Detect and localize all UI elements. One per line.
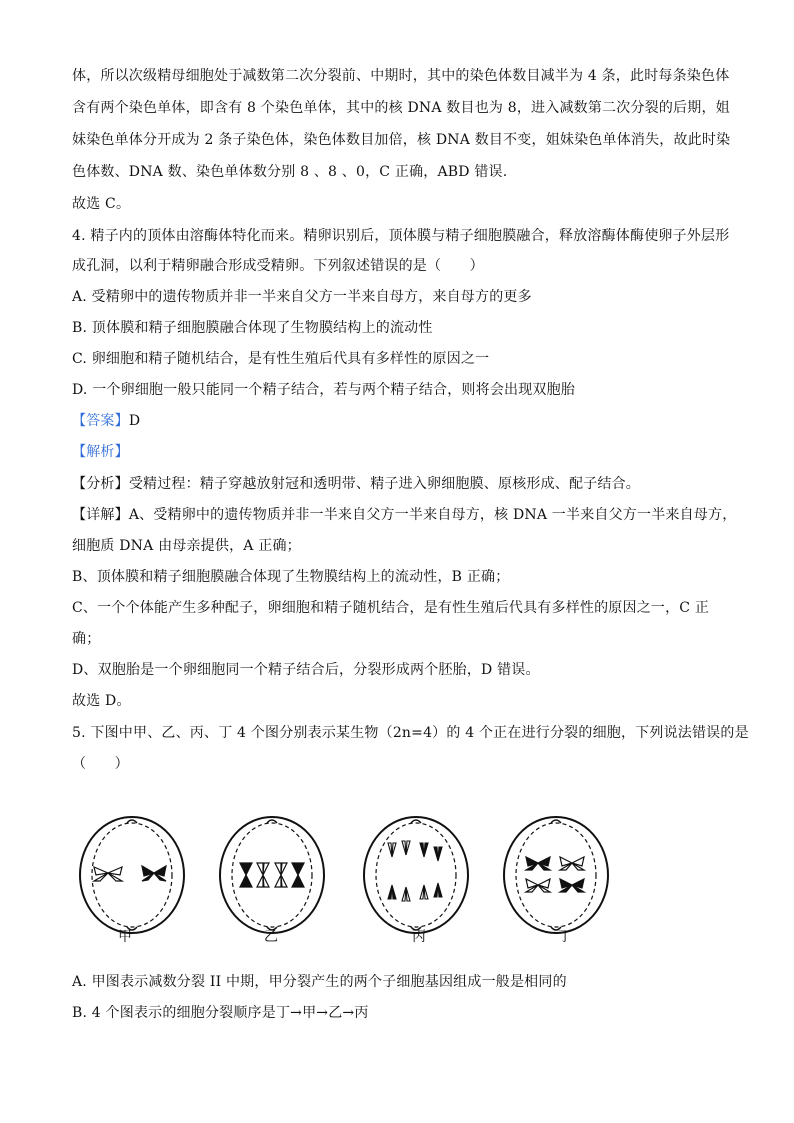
answer-line [72,411,724,431]
xiangjie-line [72,505,737,525]
answer-tag: 【答案】 [72,413,129,429]
cell-yi [220,817,324,933]
label-bing: 丙 [412,929,426,945]
question-5-stem: 5. 下图中甲、乙、丙、丁 4 个图分别表示某生物（2n=4）的 4 个正在进行分裂的细胞，下列说法错误的是 [72,725,749,741]
question-5-stem: （ ） [72,756,129,772]
analysis-line [72,442,724,462]
answer-value: D [128,413,141,429]
text-line: C、一个个体能产生多种配子，卵细胞和精子随机结合，是有性生殖后代具有多样性的原因之一，C 正 [72,600,710,616]
text-line: 含有两个染色单体，即含有 8 个染色单体，其中的核 DNA 数目也为 8，进入减数第二次分裂的后期，姐 [72,100,730,116]
text-line: B、顶体膜和精子细胞膜融合体现了生物膜结构上的流动性，B 正确； [72,569,510,585]
label-ding: 丁 [558,929,572,945]
text-line: 故选 C。 [72,196,131,212]
xiangjie-text: A、受精卵中的遗传物质并非一半来自父方一半来自母方，核 DNA 一半来自父方一半来自母方， [128,507,737,523]
question-4-stem: 成孔洞，以利于精卵融合形成受精卵。下列叙述错误的是（ ） [72,258,484,274]
cell-ding [504,817,608,933]
text-line: 妹染色单体分开成为 2 条子染色体，染色体数目加倍，核 DNA 数目不变，姐妹染色单体消失，故此时染 [72,132,731,148]
label-yi: 乙 [264,929,278,945]
cell-division-figure [72,795,632,955]
question-4-stem: 4. 精子内的顶体由溶酶体特化而来。精卵识别后，顶体膜与精子细胞膜融合，释放溶酶体酶使卵子外层形 [72,228,730,244]
option-b-q5: B. 4 个图表示的细胞分裂顺序是丁→甲→乙→丙 [72,1005,369,1021]
fenxi-tag: 【分析】 [72,476,129,492]
text-line: 故选 D。 [72,693,131,709]
option-d: D. 一个卵细胞一般只能同一个精子结合，若与两个精子结合，则将会出现双胞胎 [72,382,576,398]
xiangjie-tag: 【详解】 [72,507,129,523]
option-a-q5: A. 甲图表示减数分裂 II 中期，甲分裂产生的两个子细胞基因组成一般是相同的 [72,974,567,990]
option-c: C. 卵细胞和精子随机结合，是有性生殖后代具有多样性的原因之一 [72,351,490,367]
text-line: D、双胞胎是一个卵细胞同一个精子结合后，分裂形成两个胚胎，D 错误。 [72,662,540,678]
analysis-tag: 【解析】 [72,444,129,460]
option-a: A. 受精卵中的遗传物质并非一半来自父方一半来自母方，来自母方的更多 [72,289,532,305]
text-line: 体，所以次级精母细胞处于减数第二次分裂前、中期时，其中的染色体数目减半为 4 条，此时每条染色体 [72,68,730,84]
fenxi-text: 受精过程：精子穿越放射冠和透明带、精子进入卵细胞膜、原核形成、配子结合。 [128,476,641,492]
cell-jia [80,817,184,933]
text-line: 细胞质 DNA 由母亲提供，A 正确； [72,538,301,554]
option-b: B. 顶体膜和精子细胞膜融合体现了生物膜结构上的流动性 [72,320,433,336]
fenxi-line [72,474,724,494]
text-line: 色体数、DNA 数、染色单体数分别 8 、8 、0，C 正确，ABD 错误. [72,164,508,180]
text-line: 确； [72,631,101,647]
label-jia: 甲 [118,929,132,945]
cell-bing [364,817,468,933]
